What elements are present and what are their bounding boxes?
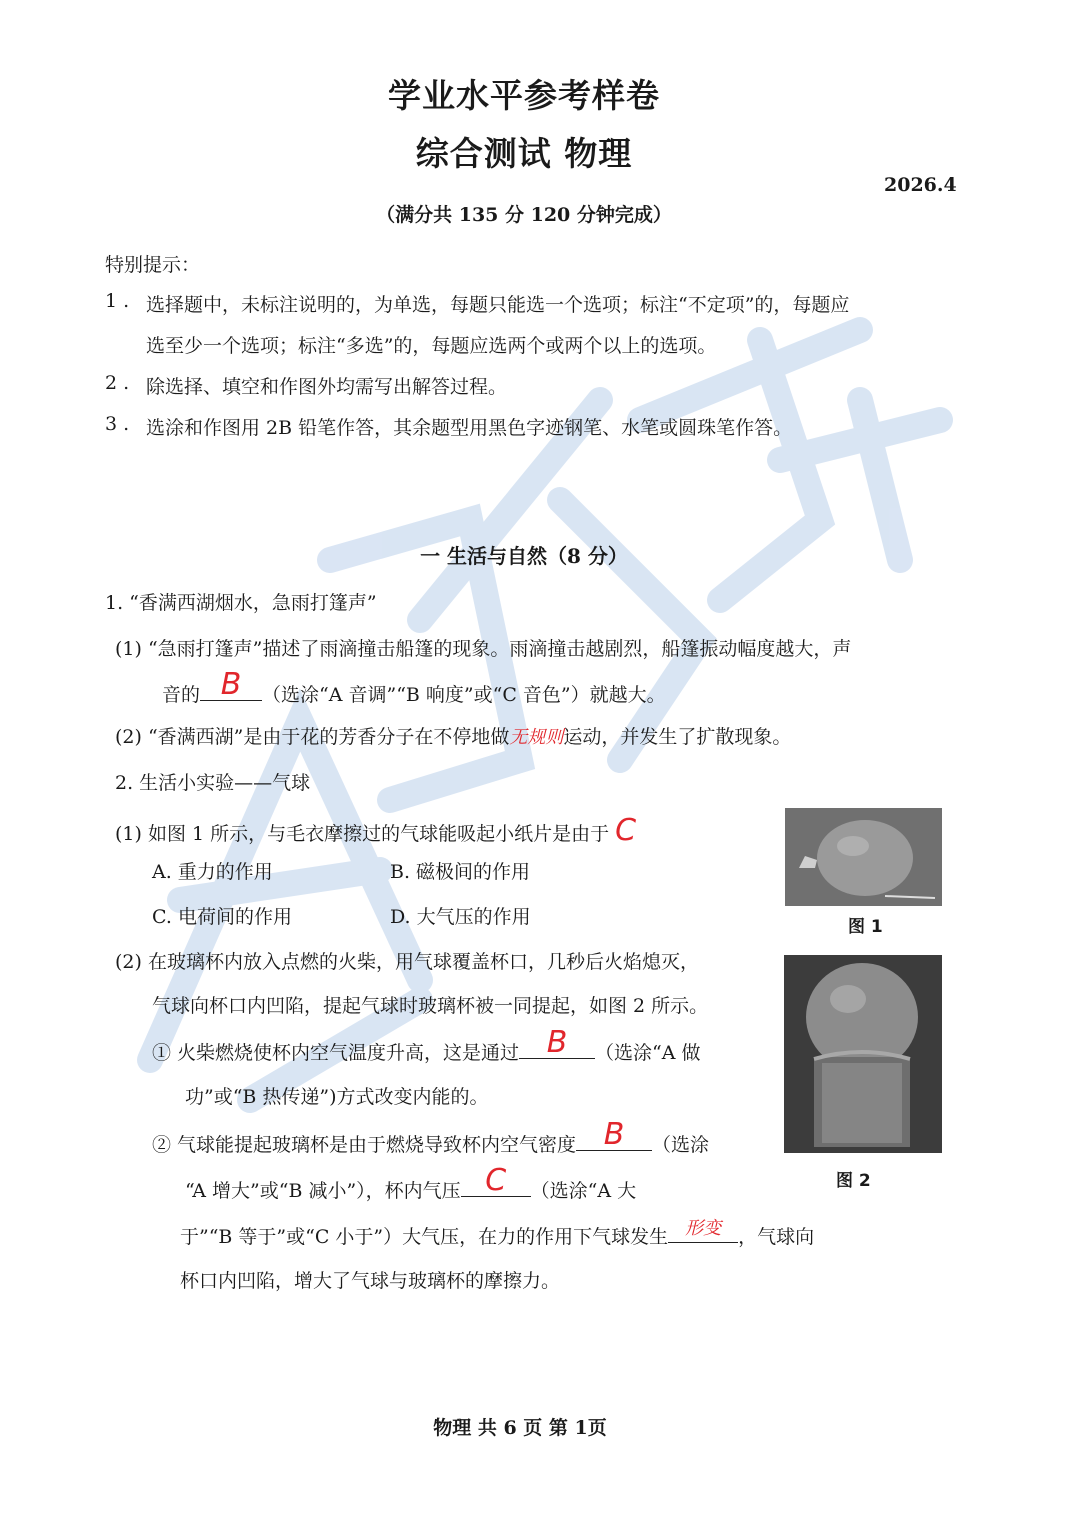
notice-item-3-number: 3 . [105,413,130,435]
question-2-part-1 [115,813,636,848]
subquestion-1-line2: 功”或“B 热传递”)方式改变内能的。 [185,1086,489,1108]
question-1-part-1-line2 [162,667,666,707]
glass-cup-illustration [784,955,942,1153]
sq2-answer-blank-1[interactable] [576,1117,652,1152]
notice-item-1-line1: 选择题中，未标注说明的，为单选，每题只能选一个选项；标注“不定项”的，每题应 [146,294,850,316]
sq2-pre-text: ② 气球能提起玻璃杯是由于燃烧导致杯内空气密度 [152,1134,577,1156]
q2p1-handwritten-answer: C [615,813,637,848]
notice-item-2-number: 2 . [105,372,130,394]
score-info: （满分共 135 分 120 分钟完成） [376,204,672,226]
figure-1-balloon-photo [785,808,942,906]
figure-2-glass-balloon-photo [784,955,942,1153]
question-2-stem: 2. 生活小实验——气球 [115,772,311,794]
sq2-line3-post: ，气球向 [738,1226,815,1248]
q1p2-pre-text: (2) “香满西湖”是由于花的芳香分子在不停地做 [115,726,510,748]
subquestion-1-line1 [152,1025,701,1065]
page-footer: 物理 共 6 页 第 1页 [433,1417,607,1439]
subquestion-2-line1 [152,1117,710,1157]
notice-heading: 特别提示： [105,254,201,276]
q1p2-post-text: 运动，并发生了扩散现象。 [563,726,792,748]
question-2-part-2-line2: 气球向杯口内凹陷，提起气球时玻璃杯被一同提起，如图 2 所示。 [152,995,709,1017]
sq2-line3-pre: 于”“B 等于”或“C 小于”）大气压，在力的作用下气球发生 [180,1226,669,1248]
sq1-handwritten-answer: B [546,1025,568,1060]
figure-1-caption: 图 1 [848,917,883,937]
section-title: 一 生活与自然（8 分） [420,544,628,568]
notice-item-1-line2: 选至少一个选项；标注“多选”的，每题应选两个或两个以上的选项。 [146,335,717,357]
sq2-handwritten-answer-3: 形变 [685,1218,722,1239]
option-c[interactable]: C. 电荷间的作用 [152,906,292,928]
q1p1-handwritten-answer: B [220,667,242,702]
q1p1-post-text: （选涂“A 音调”“B 响度”或“C 音色”）就越大。 [262,684,666,706]
notice-item-3-text: 选涂和作图用 2B 铅笔作答，其余题型用黑色字迹钢笔、水笔或圆珠笔作答。 [146,417,793,439]
page-subtitle: 综合测试 物理 [415,134,633,173]
sq1-post-text: （选涂“A 做 [595,1042,701,1064]
sq2-post-text-1: （选涂 [652,1134,710,1156]
sq2-answer-blank-2[interactable] [461,1163,531,1198]
sq2-line2-pre: “A 增大”或“B 减小”），杯内气压 [185,1180,461,1202]
notice-item-2-text: 除选择、填空和作图外均需写出解答过程。 [146,376,508,398]
q1p2-handwritten-answer: 无规则 [509,727,564,748]
question-2-part-2-line1: (2) 在玻璃杯内放入点燃的火柴，用气球覆盖杯口，几秒后火焰熄灭， [115,951,699,973]
sq2-handwritten-answer-2: C [485,1163,507,1198]
balloon-illustration [785,808,942,906]
q1p1-answer-blank[interactable] [200,667,262,702]
sq2-answer-blank-3[interactable] [668,1220,738,1243]
notice-item-1-number: 1 . [105,290,130,312]
question-1-part-2 [115,722,791,749]
subquestion-2-line4: 杯口内凹陷，增大了气球与玻璃杯的摩擦力。 [180,1270,561,1292]
q2p1-text: (1) 如图 1 所示，与毛衣摩擦过的气球能吸起小纸片是由于 [115,823,610,845]
sq1-answer-blank[interactable] [519,1025,595,1060]
question-1-stem: 1. “香满西湖烟水，急雨打篷声” [105,592,377,614]
option-a[interactable]: A. 重力的作用 [152,861,273,883]
subquestion-2-line2 [185,1163,637,1203]
sq2-handwritten-answer-1: B [603,1117,625,1152]
question-1-part-1-line1: (1) “急雨打篷声”描述了雨滴撞击船篷的现象。雨滴撞击越剧烈，船篷振动幅度越大，声 [115,638,852,660]
figure-2-caption: 图 2 [836,1171,871,1191]
option-b[interactable]: B. 磁极间的作用 [390,861,531,883]
option-d[interactable]: D. 大气压的作用 [390,906,531,928]
exam-date: 2026.4 [884,174,957,196]
sq2-line2-post: （选涂“A 大 [530,1180,637,1202]
sq1-pre-text: ① 火柴燃烧使杯内空气温度升高，这是通过 [152,1042,520,1064]
q1p1-pre-text: 音的 [162,684,201,706]
page-title: 学业水平参考样卷 [388,76,660,115]
subquestion-2-line3 [180,1220,814,1249]
